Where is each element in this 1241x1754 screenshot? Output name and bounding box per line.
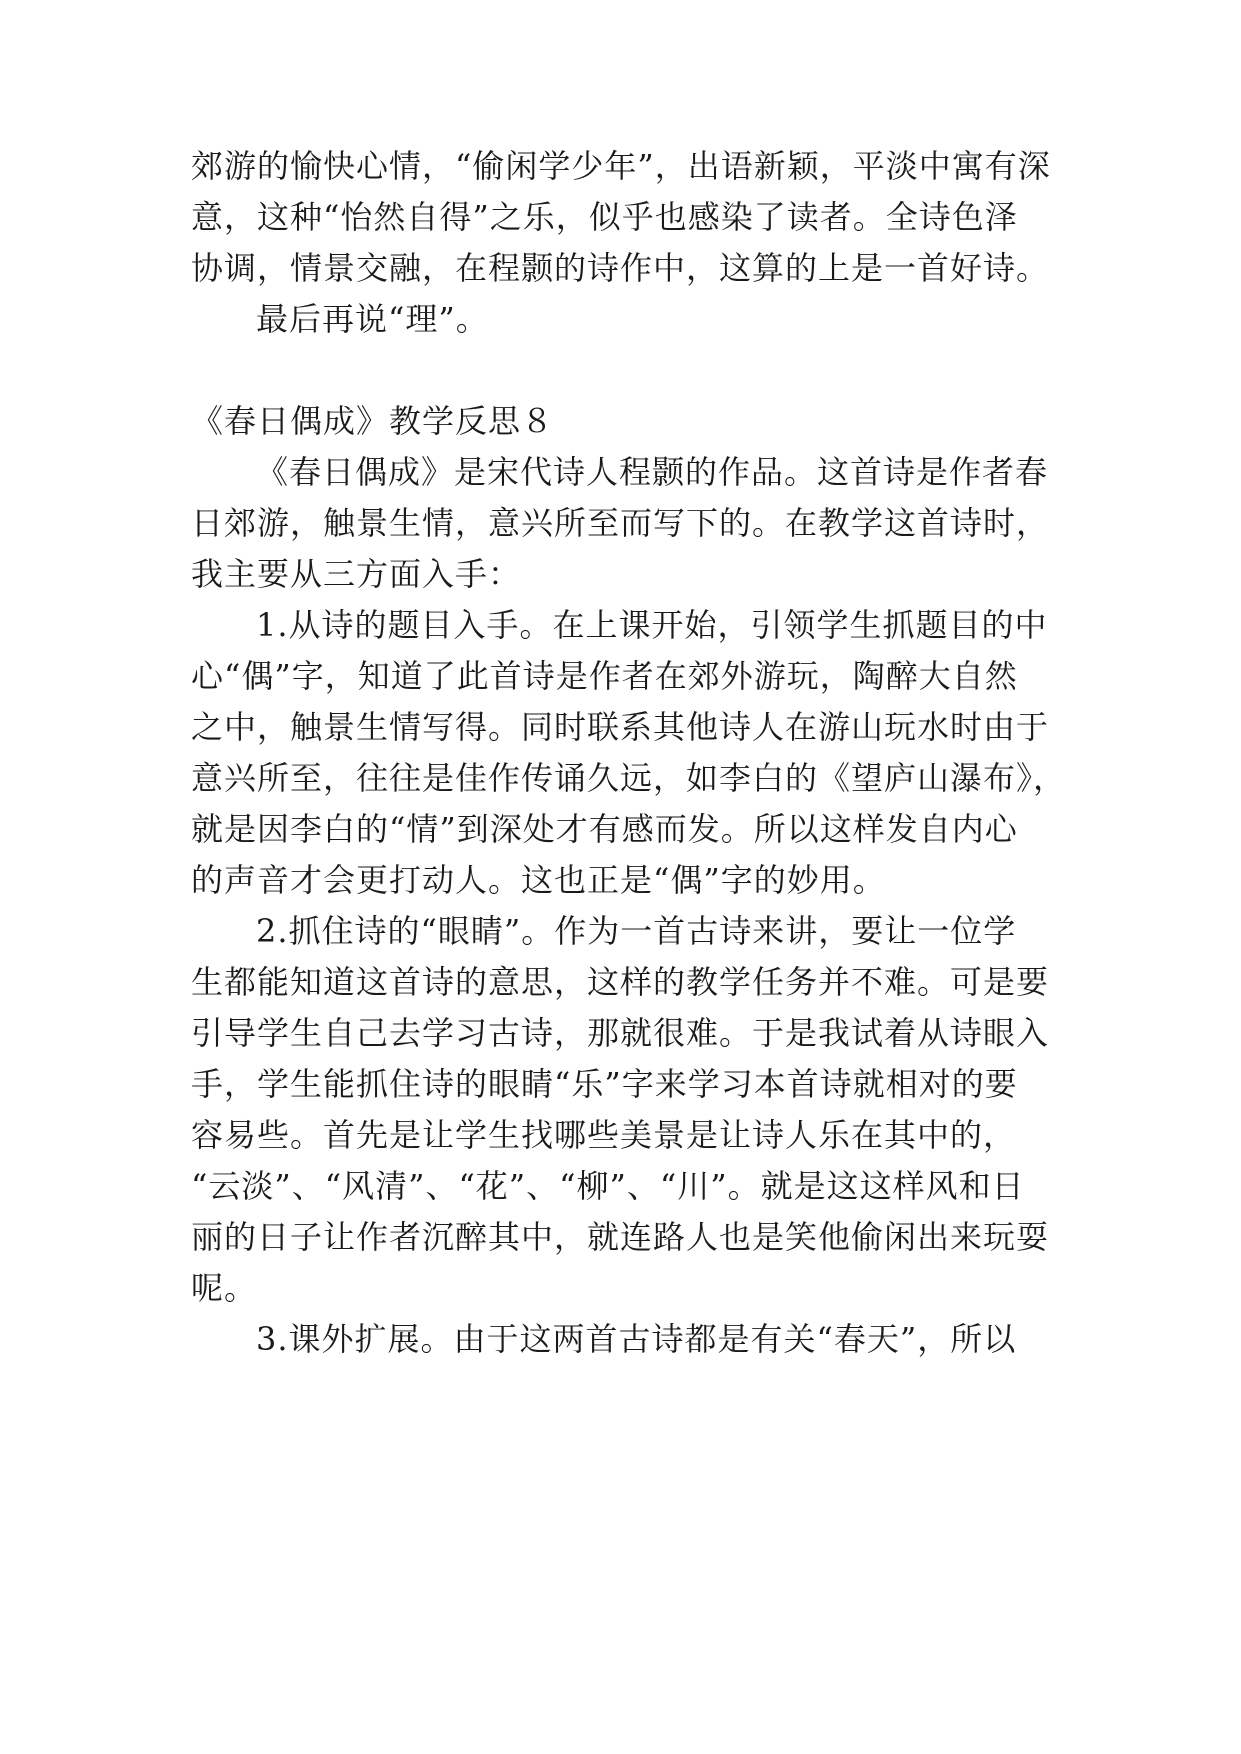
text-line: 1.从诗的题目入手。在上课开始，引领学生抓题目的中 — [256, 606, 1048, 644]
text-line: 容易些。首先是让学生找哪些美景是让诗人乐在其中的， — [191, 1116, 1017, 1154]
text-line: 手，学生能抓住诗的眼睛“乐”字来学习本首诗就相对的要 — [191, 1065, 1018, 1103]
text-line: 呢。 — [191, 1269, 258, 1307]
text-line: 引导学生自己去学习古诗，那就很难。于是我试着从诗眼入 — [191, 1014, 1050, 1052]
text-line: 《春日偶成》是宋代诗人程颢的作品。这首诗是作者春 — [256, 453, 1049, 491]
text-line: 的声音才会更打动人。这也正是“偶”字的妙用。 — [191, 861, 886, 899]
text-line: 2.抓住诗的“眼睛”。作为一首古诗来讲，要让一位学 — [256, 912, 1017, 950]
text-line: 郊游的愉快心情，“偷闲学少年”，出语新颖，平淡中寓有深 — [191, 147, 1051, 185]
text-line: 3.课外扩展。由于这两首古诗都是有关“春天”，所以 — [256, 1320, 1017, 1358]
text-line: 协调，情景交融，在程颢的诗作中，这算的上是一首好诗。 — [191, 249, 1050, 287]
text-line: 心“偶”字，知道了此首诗是作者在郊外游玩，陶醉大自然 — [191, 657, 1018, 695]
text-line: 我主要从三方面入手： — [191, 555, 522, 593]
text-line: 生都能知道这首诗的意思，这样的教学任务并不难。可是要 — [191, 963, 1050, 1001]
text-line: 日郊游，触景生情，意兴所至而写下的。在教学这首诗时， — [191, 504, 1050, 542]
text-line: 意，这种“怡然自得”之乐，似乎也感染了读者。全诗色泽 — [191, 198, 1018, 236]
text-line: 丽的日子让作者沉醉其中，就连路人也是笑他偷闲出来玩耍 — [191, 1218, 1050, 1256]
text-line: 之中，触景生情写得。同时联系其他诗人在游山玩水时由于 — [191, 708, 1050, 746]
section-heading: 《春日偶成》教学反思８ — [191, 402, 555, 440]
text-line: 就是因李白的“情”到深处才有感而发。所以这样发自内心 — [191, 810, 1018, 848]
text-line: “云淡”、“风清”、“花”、“柳”、“川”。就是这这样风和日 — [191, 1167, 1025, 1205]
text-line: 最后再说“理”。 — [256, 300, 489, 338]
text-line: 意兴所至，往往是佳作传诵久远，如李白的《望庐山瀑布》， — [191, 759, 1067, 797]
